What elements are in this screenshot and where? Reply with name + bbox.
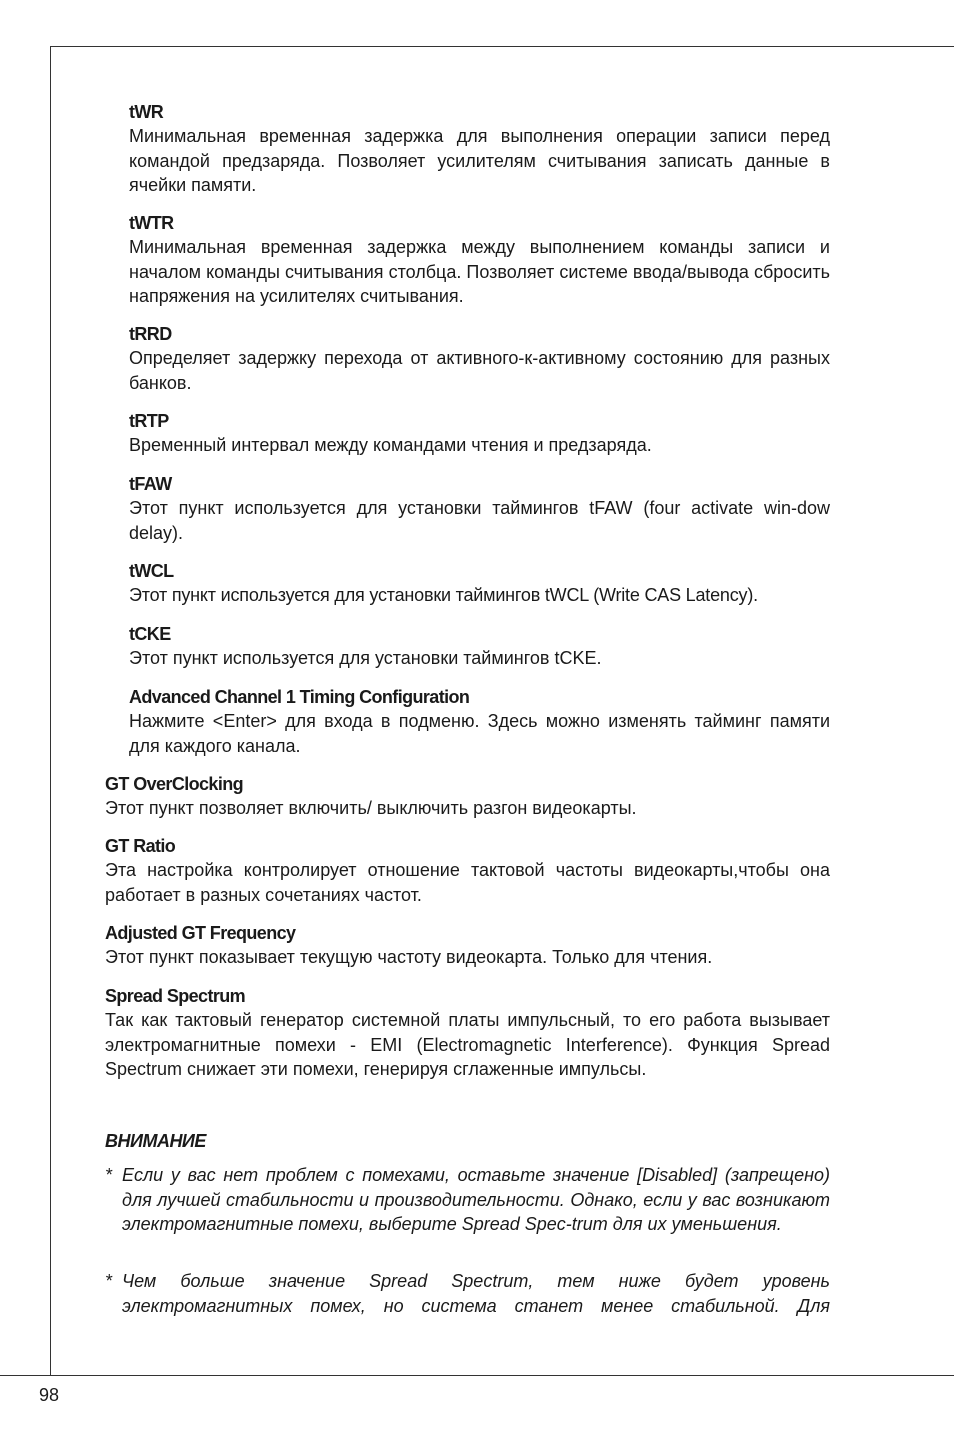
entry-title: Adjusted GT Frequency — [105, 923, 296, 943]
entry-title: Advanced Channel 1 Timing Configuration — [129, 687, 470, 707]
entry-description: Этот пункт позволяет включить/ выключить разгон видеокарты. — [105, 798, 637, 818]
entry-title: tFAW — [129, 474, 172, 494]
entry-description: Временный интервал между командами чтения и предзаряда. — [129, 435, 652, 455]
entry-gt-overclocking — [105, 772, 830, 821]
entry-spread-spectrum — [105, 984, 830, 1082]
page-frame-top-rule — [50, 46, 954, 47]
entry-title: tWR — [129, 102, 164, 122]
entry-description: Так как тактовый генератор системной платы импульсный, то его работа вызывает электромагнитные помехи - EMI (Electromagnetic Interference). Функция Spread Spectrum снижает эти помехи, генерируя сглаженные импульсы. — [105, 1010, 830, 1079]
entry-description: Минимальная временная задержка для выполнения операции записи перед командой предзаряда. Позволяет усилителям считывания записать данные в ячейки памяти. — [129, 126, 830, 195]
entry-twcl — [129, 559, 830, 608]
entry-title: GT Ratio — [105, 836, 176, 856]
warning-note-text: Если у вас нет проблем с помехами, оставьте значение [Disabled] (запрещено) для лучшей стабильности и производительности. Однако, если у вас возникают электромагнитные помехи, выберите Spread Spec-trum для их уменьшения. — [122, 1165, 830, 1234]
entry-description: Этот пункт используется для установки таймингов tCKE. — [129, 648, 602, 668]
page-frame-left-rule — [50, 46, 51, 1375]
entry-title: tCKE — [129, 624, 171, 644]
entry-advanced-channel-timing — [129, 685, 830, 758]
page-number: 98 — [39, 1385, 60, 1405]
warning-heading: ВНИМАНИЕ — [105, 1131, 206, 1151]
entry-title: GT OverClocking — [105, 774, 244, 794]
page-frame-bottom-rule — [0, 1375, 954, 1376]
entry-gt-ratio — [105, 834, 830, 907]
entry-description: Этот пункт используется для установки таймингов tFAW (four activate win-dow delay). — [129, 498, 830, 543]
entry-description: Нажмите <Enter> для входа в подменю. Здесь можно изменять тайминг памяти для каждого канала. — [129, 711, 830, 756]
warning-note — [105, 1163, 830, 1237]
bullet-asterisk: * — [105, 1271, 113, 1291]
entry-tcke — [129, 622, 830, 671]
warning-note-text: Чем больше значение Spread Spectrum, тем ниже будет уровень электромагнитных помех, но система станет менее стабильной. Для — [122, 1271, 830, 1316]
entry-twtr — [129, 211, 830, 309]
entry-twr — [129, 100, 830, 198]
warning-note — [105, 1269, 830, 1318]
entry-description: Этот пункт показывает текущую частоту видеокарта. Только для чтения. — [105, 947, 713, 967]
entry-title: Spread Spectrum — [105, 986, 246, 1006]
entry-adjusted-gt-frequency — [105, 921, 830, 970]
entry-title: tRRD — [129, 324, 172, 344]
bullet-asterisk: * — [105, 1165, 113, 1185]
entry-description: Определяет задержку перехода от активного-к-активному состоянию для разных банков. — [129, 348, 830, 393]
entry-title: tRTP — [129, 411, 169, 431]
entry-trrd — [129, 322, 830, 395]
entry-description: Эта настройка контролирует отношение тактовой частоты видеокарты,чтобы она работает в разных сочетаниях частот. — [105, 860, 830, 905]
entry-title: tWCL — [129, 561, 174, 581]
entry-trtp — [129, 409, 830, 458]
entry-description: Этот пункт используется для установки таймингов tWCL (Write CAS Latency). — [129, 585, 758, 605]
entry-title: tWTR — [129, 213, 174, 233]
entry-tfaw — [129, 472, 830, 545]
entry-description: Минимальная временная задержка между выполнением команды записи и началом команды считывания столбца. Позволяет системе ввода/вывода сбросить напряжения на усилителях считывания. — [129, 237, 830, 306]
